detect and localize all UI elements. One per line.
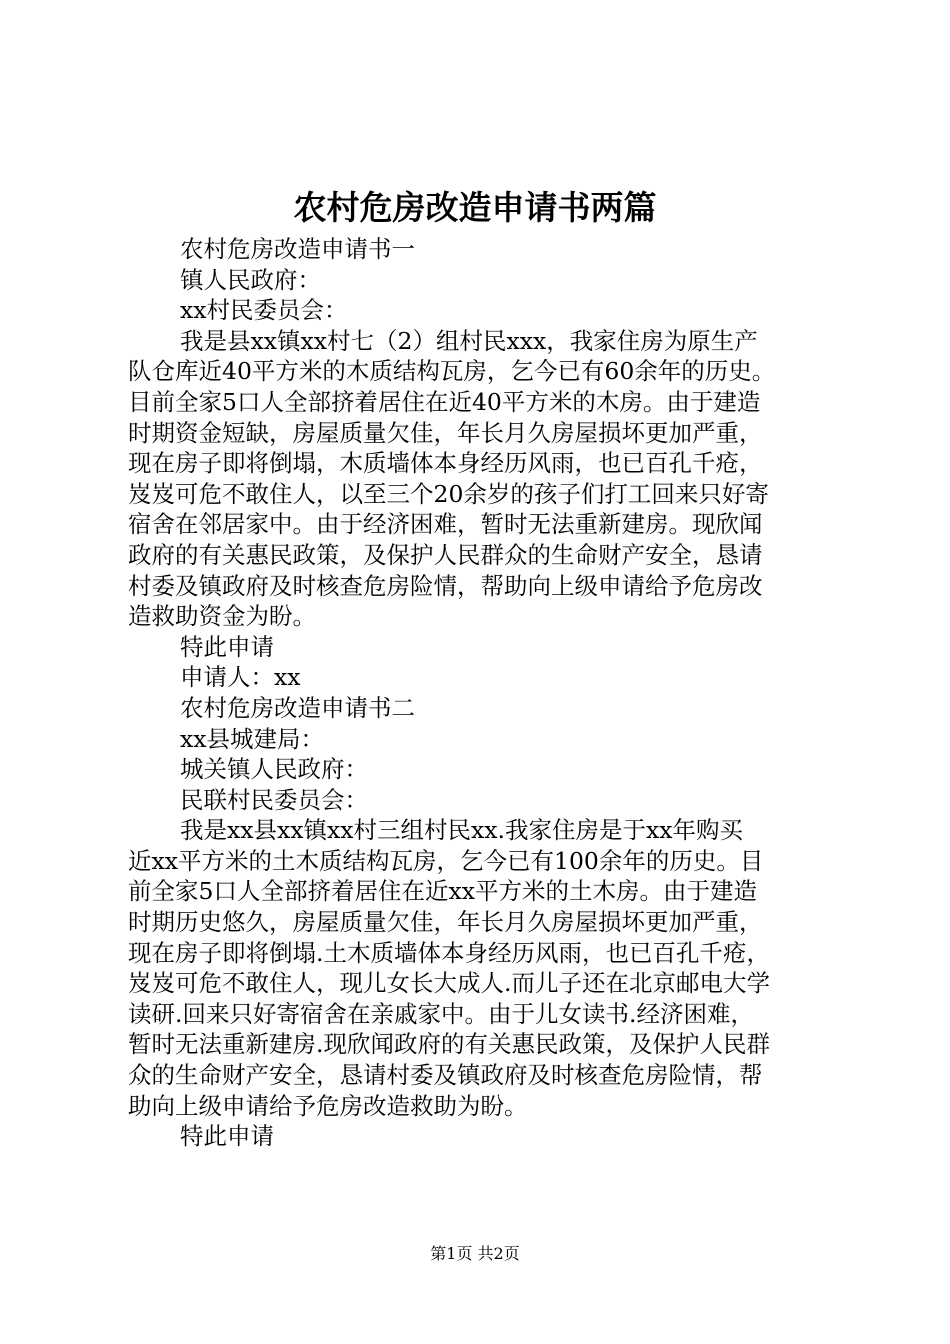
paragraph-line: 暂时无法重新建房.现欣闻政府的有关惠民政策，及保护人民群 — [128, 1030, 770, 1059]
applicant-line: 申请人：xx — [180, 663, 301, 692]
salutation-line: 民联村民委员会： — [180, 785, 368, 814]
paragraph-line: 我是县xx镇xx村七（2）组村民xxx，我家住房为原生产 — [180, 326, 758, 355]
paragraph-line: 我是xx县xx镇xx村三组村民xx.我家住房是于xx年购买 — [180, 816, 744, 845]
paragraph-line: 时期历史悠久，房屋质量欠佳，年长月久房屋损坏更加严重， — [128, 908, 763, 937]
paragraph-line: 村委及镇政府及时核查危房险情，帮助向上级申请给予危房改 — [128, 571, 763, 600]
closing-line: 特此申请 — [180, 632, 274, 661]
section-heading-1: 农村危房改造申请书一 — [180, 235, 415, 263]
paragraph-line: 助向上级申请给予危房改造救助为盼。 — [128, 1091, 528, 1120]
document-body — [128, 234, 838, 1152]
paragraph-line: 近xx平方米的土木质结构瓦房，乞今已有100余年的历史。目 — [128, 846, 764, 875]
document-title: 农村危房改造申请书两篇 — [293, 188, 657, 227]
paragraph-line: 前全家5口人全部挤着居住在近xx平方米的土木房。由于建造 — [128, 877, 757, 906]
paragraph-line: 政府的有关惠民政策，及保护人民群众的生命财产安全，恳请 — [128, 540, 763, 569]
paragraph-line: 现在房子即将倒塌.土木质墙体本身经历风雨，也已百孔千疮， — [128, 938, 770, 967]
paragraph-line: 读研.回来只好寄宿舍在亲戚家中。由于儿女读书.经济困难， — [128, 999, 754, 1028]
paragraph-line: 众的生命财产安全，恳请村委及镇政府及时核查危房险情，帮 — [128, 1061, 763, 1090]
salutation-line: 城关镇人民政府： — [180, 755, 368, 784]
paragraph-line: 造救助资金为盼。 — [128, 602, 316, 631]
paragraph-line: 宿舍在邻居家中。由于经济困难，暂时无法重新建房。现欣闻 — [128, 510, 763, 539]
paragraph-line: 岌岌可危不敢住人，以至三个20余岁的孩子们打工回来只好寄 — [128, 479, 769, 508]
paragraph-line: 现在房子即将倒塌，木质墙体本身经历风雨，也已百孔千疮， — [128, 449, 763, 478]
paragraph-line: 岌岌可危不敢住人，现儿女长大成人.而儿子还在北京邮电大学 — [128, 969, 770, 998]
closing-line: 特此申请 — [180, 1122, 274, 1151]
salutation-line: xx县城建局： — [180, 724, 325, 753]
paragraph-line: 时期资金短缺，房屋质量欠佳，年长月久房屋损坏更加严重， — [128, 418, 763, 447]
salutation-line: 镇人民政府： — [180, 265, 321, 294]
paragraph-line: 队仓库近40平方米的木质结构瓦房，乞今已有60余年的历史。 — [128, 357, 776, 386]
page-number-footer: 第1页 共2页 — [430, 1244, 520, 1263]
paragraph-line: 目前全家5口人全部挤着居住在近40平方米的木房。由于建造 — [128, 387, 761, 416]
section-heading-2: 农村危房改造申请书二 — [180, 693, 415, 722]
salutation-line: xx村民委员会： — [180, 296, 348, 325]
